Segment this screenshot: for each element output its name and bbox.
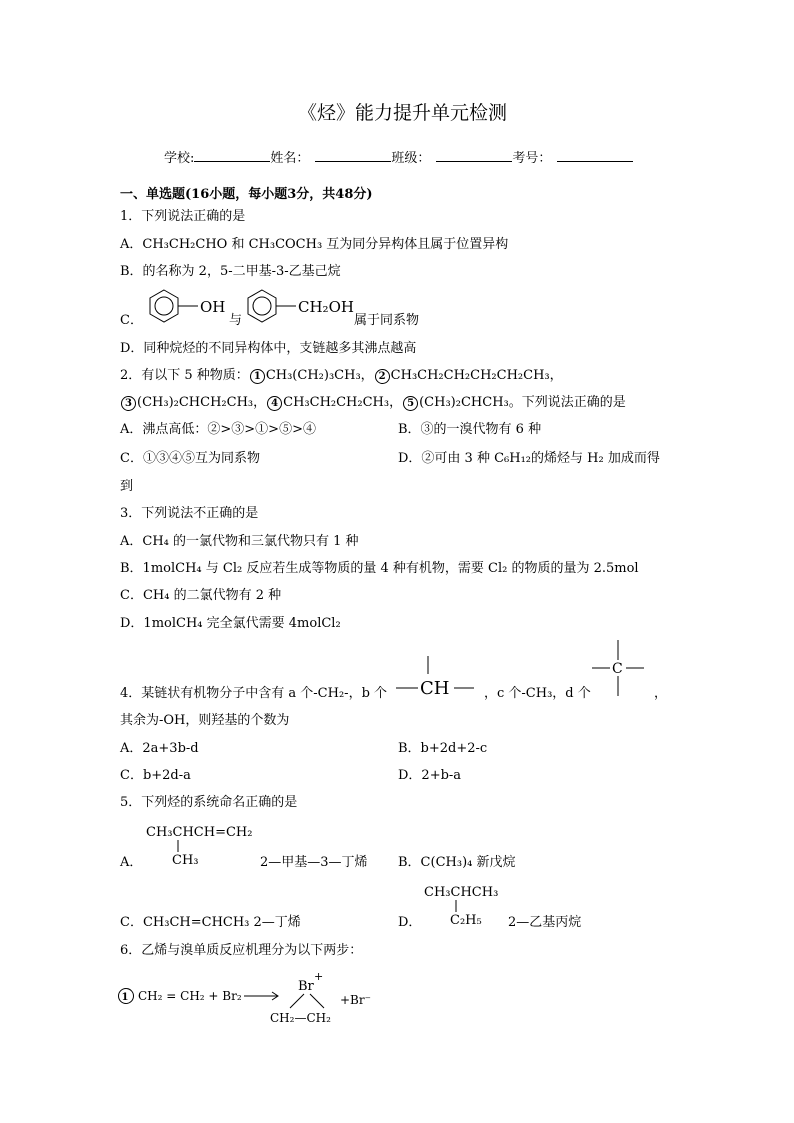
q5-a-structure — [146, 822, 266, 868]
q5-option-b[interactable]: B．C(CH₃)₄ 新戊烷 — [398, 855, 516, 870]
school-field[interactable] — [194, 147, 270, 162]
q6-bromonium-br: Br — [298, 979, 314, 994]
page-title: 《烃》能力提升单元检测 — [298, 102, 508, 124]
student-info-row — [164, 147, 633, 168]
name-label: 姓名： — [270, 151, 310, 166]
class-label: 班级： — [391, 151, 431, 166]
ch-text: CH — [420, 678, 450, 699]
q5-d-main-chain: CH₃CHCH₃ — [424, 885, 499, 900]
benzyl-ch2oh: CH₂OH — [298, 298, 354, 316]
q2-stem-text: 2．有以下 5 种物质： — [120, 368, 249, 383]
q3-stem: 3．下列说法不正确的是 — [120, 506, 259, 521]
q6-reactants: CH₂ = CH₂ + Br₂ — [138, 989, 242, 1003]
q6-bromonium-charge: + — [314, 970, 324, 983]
q5-option-d-name: 2—乙基丙烷 — [508, 915, 582, 930]
name-field[interactable] — [315, 147, 391, 162]
c-atom-text: C — [612, 661, 623, 677]
phenol-structure — [140, 286, 230, 330]
q6-reaction-step1 — [118, 966, 378, 1026]
q5-option-a-name: 2—甲基—3—丁烯 — [260, 855, 368, 870]
q3-option-d[interactable]: D．1molCH₄ 完全氯代需要 4molCl₂ — [120, 616, 341, 631]
quaternary-carbon-structure — [592, 640, 648, 698]
q4-stem-part1: 4．某链状有机物分子中含有 a 个-CH₂-，b 个 — [120, 686, 388, 701]
q1-option-d[interactable]: D．同种烷烃的不同异构体中，支链越多其沸点越高 — [120, 341, 417, 356]
q6-ring: CH₂—CH₂ — [270, 1011, 331, 1025]
q4-option-d[interactable]: D．2+b-a — [398, 768, 462, 783]
q4-option-a[interactable]: A．2a+3b-d — [120, 741, 199, 756]
q2-s1: CH₃(CH₂)₃CH₃， — [265, 368, 374, 383]
q4-stem-part4: 其余为-OH，则羟基的个数为 — [120, 713, 290, 728]
q5-a-main-chain: CH₃CHCH=CH₂ — [146, 825, 253, 840]
q6-product: +Br⁻ — [340, 993, 371, 1007]
q1-option-b[interactable]: B．的名称为 2，5-二甲基-3-乙基己烷 — [120, 264, 341, 279]
q2-stem: 2．有以下 5 种物质： 1 CH₃(CH₂)₃CH₃， 2 CH₃CH₂CH₂CH₂CH₂CH₃， — [120, 368, 563, 383]
ch-group-structure — [396, 656, 476, 700]
q5-option-a-label[interactable]: A． — [120, 855, 143, 870]
number-label: 考号： — [512, 151, 552, 166]
q1-c-end: 属于同系物 — [354, 313, 420, 328]
q2-option-c[interactable]: C．①③④⑤互为同系物 — [120, 451, 260, 466]
q2-s3: (CH₃)₂CHCH₂CH₃， — [137, 395, 267, 410]
q4-stem-part3: ， — [654, 686, 668, 701]
q2-s5: (CH₃)₂CHCH₃。下列说法正确的是 — [419, 395, 626, 410]
benzyl-alcohol-structure — [238, 286, 358, 330]
q2-s2: CH₃CH₂CH₂CH₂CH₂CH₃， — [390, 368, 563, 383]
q6-stem: 6．乙烯与溴单质反应机理分为以下两步： — [120, 943, 363, 958]
svg-text:1: 1 — [121, 992, 129, 1003]
q1-c-and: 与 — [229, 313, 243, 328]
phenol-oh: OH — [200, 298, 226, 316]
q2-option-d[interactable]: D．②可由 3 种 C₆H₁₂的烯烃与 H₂ 加成而得 — [398, 451, 660, 466]
class-field[interactable] — [436, 147, 512, 162]
school-label: 学校: — [164, 151, 195, 166]
q1-option-a[interactable]: A．CH₃CH₂CHO 和 CH₃COCH₃ 互为同分异构体且属于位置异构 — [120, 237, 509, 252]
q2-option-d-continued: 到 — [120, 479, 134, 494]
q3-option-a[interactable]: A．CH₄ 的一氯代物和三氯代物只有 1 种 — [120, 534, 359, 549]
section-heading: 一、单选题(16小题，每小题3分，共48分) — [120, 187, 373, 202]
q2-stem-line2: 3 (CH₃)₂CHCH₂CH₃， 4 CH₃CH₂CH₂CH₃， 5 (CH₃)₂CHCH₃。下列说法正确的是 — [120, 394, 626, 412]
q4-option-b[interactable]: B．b+2d+2-c — [398, 741, 488, 756]
q5-option-c[interactable]: C．CH₃CH=CHCH₃ 2—丁烯 — [120, 915, 301, 930]
q2-option-a[interactable]: A．沸点高低：②>③>①>⑤>④ — [120, 422, 316, 437]
q2-s4: CH₃CH₂CH₂CH₃， — [283, 395, 403, 410]
q4-option-c[interactable]: C．b+2d-a — [120, 768, 191, 783]
q5-d-structure — [424, 882, 514, 928]
q5-stem: 5．下列烃的系统命名正确的是 — [120, 795, 298, 810]
q1-stem: 1．下列说法正确的是 — [120, 209, 246, 224]
q3-option-b[interactable]: B．1molCH₄ 与 Cl₂ 反应若生成等物质的量 4 种有机物，需要 Cl₂ 的物质的量为 2.5mol — [120, 561, 639, 576]
q5-d-substituent: C₂H₅ — [450, 913, 482, 928]
q2-option-b[interactable]: B．③的一溴代物有 6 种 — [398, 422, 542, 437]
number-field[interactable] — [557, 147, 633, 162]
q1-option-c-label[interactable]: C． — [120, 313, 143, 328]
q4-stem-part2: ，c 个-CH₃，d 个 — [484, 686, 591, 701]
q3-option-c[interactable]: C．CH₄ 的二氯代物有 2 种 — [120, 588, 282, 603]
q5-option-d-label[interactable]: D． — [398, 915, 422, 930]
q5-a-substituent: CH₃ — [172, 853, 199, 868]
